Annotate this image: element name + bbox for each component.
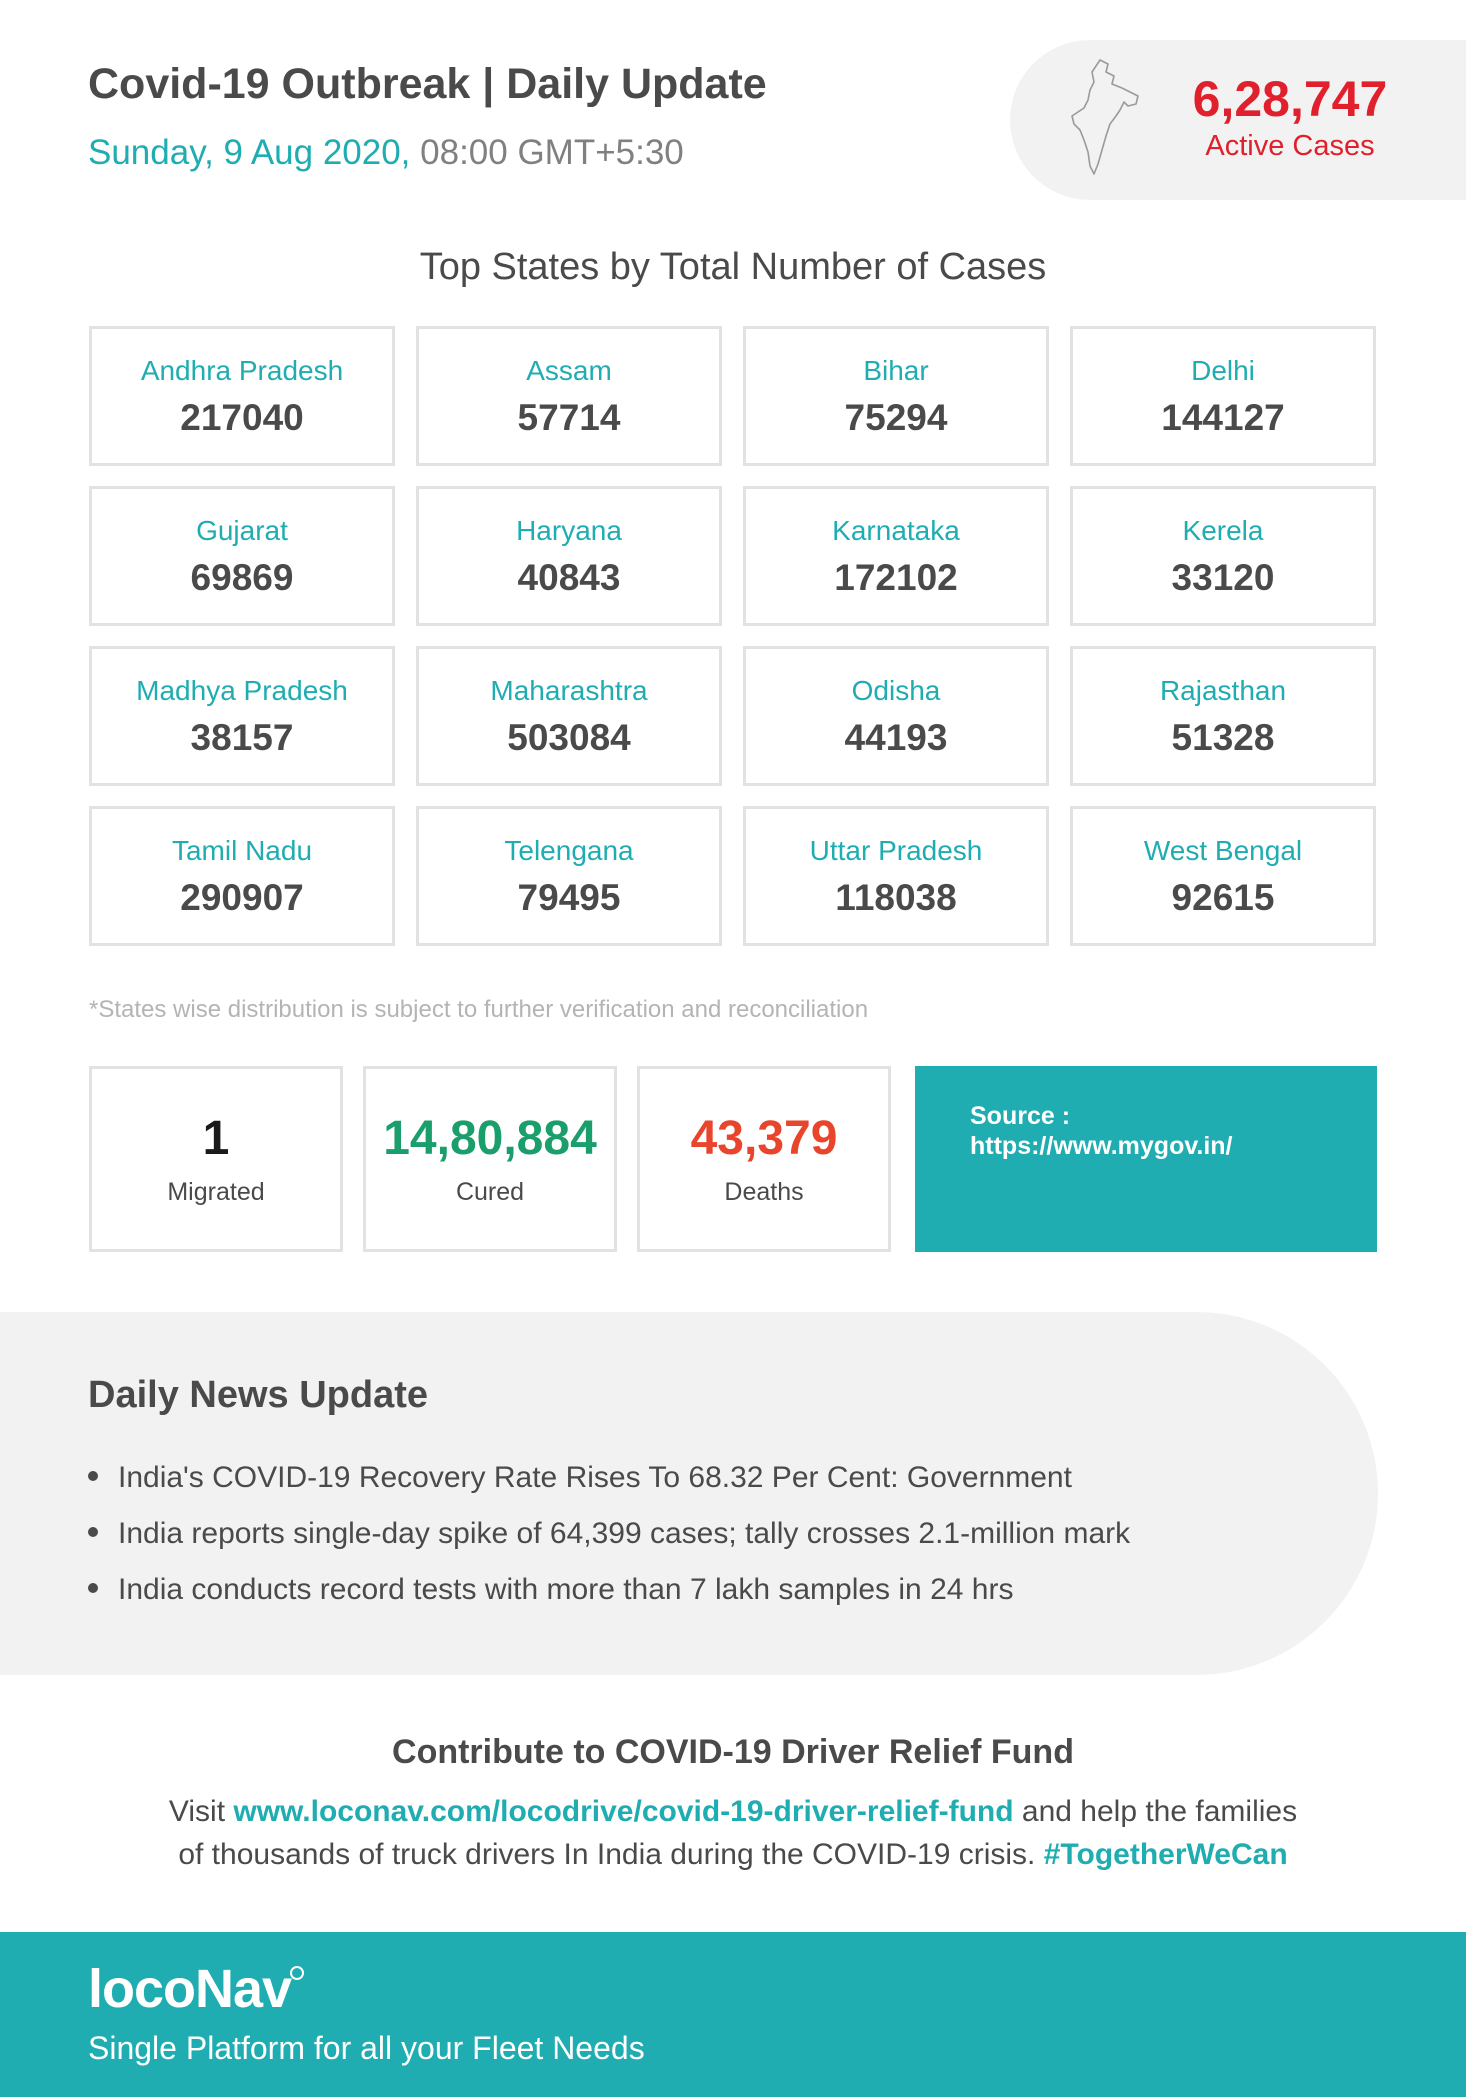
cured-value: 14,80,884	[383, 1112, 597, 1165]
state-name: Assam	[526, 355, 612, 386]
cured-card	[363, 1066, 617, 1252]
state-case-count: 69869	[190, 557, 294, 598]
migrated-card	[89, 1066, 343, 1252]
state-name: Bihar	[863, 355, 929, 386]
state-card	[743, 326, 1049, 466]
deaths-value: 43,379	[690, 1112, 838, 1165]
news-item-text: India reports single-day spike of 64,399 cases; tally crosses 2.1-million mark	[118, 1517, 1131, 1550]
state-case-count: 217040	[180, 397, 304, 438]
deaths-card	[637, 1066, 891, 1252]
state-card	[1070, 326, 1376, 466]
contribute-line-2	[0, 1838, 1466, 1872]
state-card	[1070, 806, 1376, 946]
deaths-label: Deaths	[724, 1178, 804, 1206]
state-case-count: 51328	[1171, 717, 1275, 758]
state-name: Haryana	[516, 515, 622, 546]
state-case-count: 38157	[190, 717, 294, 758]
state-name: Karnataka	[832, 515, 960, 546]
state-name: Delhi	[1191, 355, 1255, 386]
news-title: Daily News Update	[88, 1374, 428, 1416]
state-card	[89, 326, 395, 466]
state-case-count: 33120	[1171, 557, 1275, 598]
hashtag-link[interactable]: #TogetherWeCan	[1043, 1838, 1288, 1871]
footer-tagline: Single Platform for all your Fleet Needs	[88, 2030, 645, 2066]
source-label: Source :	[970, 1102, 1071, 1130]
contribute-title: Contribute to COVID-19 Driver Relief Fund	[392, 1733, 1074, 1771]
state-card	[89, 486, 395, 626]
state-name: Gujarat	[196, 515, 288, 546]
bullet-icon	[88, 1583, 98, 1593]
news-item-text: India conducts record tests with more than 7 lakh samples in 24 hrs	[118, 1573, 1014, 1606]
state-card	[1070, 486, 1376, 626]
active-cases-value: 6,28,747	[1192, 71, 1388, 127]
state-case-count: 44193	[844, 717, 948, 758]
state-card	[743, 806, 1049, 946]
india-map-icon	[1070, 58, 1140, 176]
contribute-text-2: of thousands of truck drivers In India during the COVID-19 crisis.	[178, 1838, 1036, 1871]
state-card	[416, 486, 722, 626]
update-day: Sunday, 9 Aug 2020,	[88, 133, 411, 172]
cured-label: Cured	[455, 1178, 525, 1206]
state-name: West Bengal	[1143, 835, 1303, 866]
migrated-label: Migrated	[167, 1178, 265, 1206]
loconav-logo: locoNav	[88, 1959, 292, 2019]
state-name: Uttar Pradesh	[809, 835, 983, 866]
bullet-icon	[88, 1527, 98, 1537]
state-name: Tamil Nadu	[171, 835, 313, 866]
relief-fund-link[interactable]: www.loconav.com/locodrive/covid-19-driver-relief-fund	[233, 1795, 1014, 1828]
bullet-icon	[88, 1471, 98, 1481]
active-cases-label: Active Cases	[1205, 130, 1375, 162]
state-card	[416, 806, 722, 946]
states-section-title: Top States by Total Number of Cases	[419, 246, 1047, 288]
news-item-text: India's COVID-19 Recovery Rate Rises To 68.32 Per Cent: Government	[118, 1461, 1072, 1494]
state-card	[416, 326, 722, 466]
state-case-count: 503084	[507, 717, 631, 758]
source-link[interactable]: https://www.mygov.in/	[970, 1132, 1233, 1160]
state-card	[89, 646, 395, 786]
visit-text: Visit	[168, 1795, 226, 1828]
logo-ring-icon	[290, 1966, 304, 1980]
state-name: Rajasthan	[1159, 675, 1287, 706]
state-case-count: 75294	[844, 397, 948, 438]
state-case-count: 118038	[835, 877, 957, 918]
page-title: Covid-19 Outbreak | Daily Update	[88, 60, 767, 108]
migrated-value: 1	[202, 1112, 230, 1165]
contribute-text-1: and help the families	[1021, 1795, 1298, 1828]
state-name: Kerela	[1182, 515, 1264, 546]
states-grid	[89, 326, 1377, 946]
states-note: *States wise distribution is subject to further verification and reconciliation	[89, 996, 869, 1023]
state-name: Maharashtra	[490, 675, 648, 706]
state-name: Andhra Pradesh	[140, 355, 344, 386]
state-card	[743, 646, 1049, 786]
state-name: Telengana	[504, 835, 634, 866]
state-case-count: 40843	[517, 557, 621, 598]
state-case-count: 290907	[180, 877, 304, 918]
state-card	[89, 806, 395, 946]
news-item	[88, 1573, 1013, 1607]
update-date	[88, 133, 684, 173]
state-case-count: 172102	[834, 557, 958, 598]
state-name: Odisha	[851, 675, 941, 706]
news-item	[88, 1517, 1130, 1551]
state-case-count: 57714	[517, 397, 621, 438]
update-time: 08:00 GMT+5:30	[420, 133, 684, 172]
contribute-line-1	[0, 1795, 1466, 1829]
state-card	[1070, 646, 1376, 786]
state-case-count: 79495	[517, 877, 621, 918]
state-name: Madhya Pradesh	[136, 675, 348, 706]
state-card	[743, 486, 1049, 626]
state-case-count: 92615	[1171, 877, 1275, 918]
news-item	[88, 1461, 1072, 1495]
state-card	[416, 646, 722, 786]
state-case-count: 144127	[1161, 397, 1285, 438]
